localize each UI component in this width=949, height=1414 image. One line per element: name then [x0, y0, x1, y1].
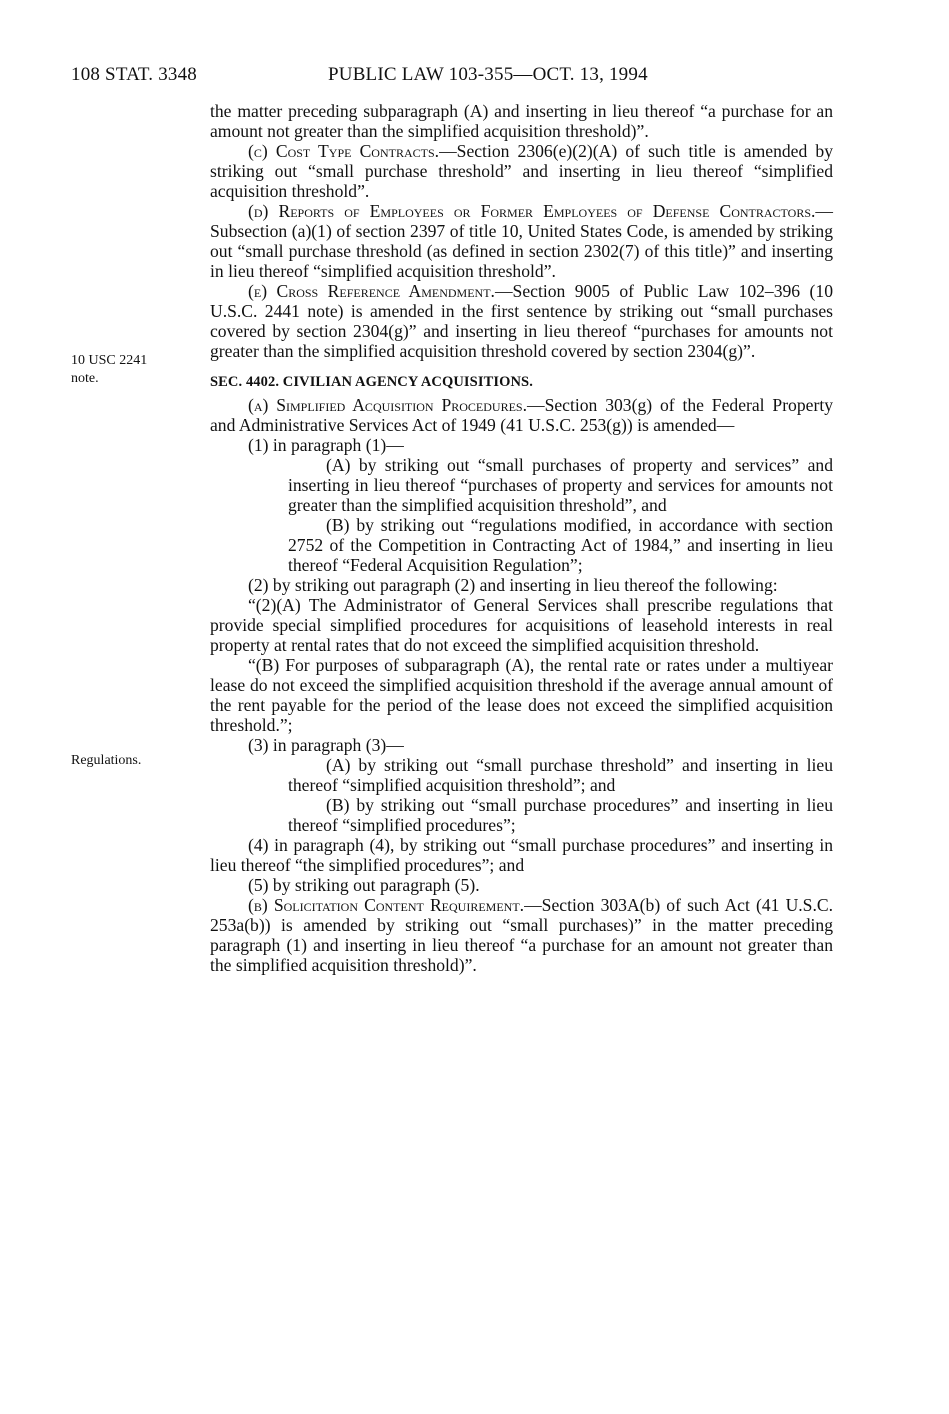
margin-note-regulations: Regulations. — [71, 753, 142, 768]
subsection-d-heading: (d) Reports of Employees or Former Employees of Defense Contractors. — [248, 201, 816, 221]
subsection-e-text: —Section 9005 of Public Law 102–396 (10 U.S.C. 2441 note) is amended in the first sentence by striking out “small purchases covered by section 2304(g)” and inserting in lieu thereof “purchases for amounts not greater than the simplified acquisition threshold covered by section 2304(g)”. — [210, 281, 833, 361]
paragraph-a1: (1) in paragraph (1)— — [248, 435, 404, 455]
subsection-b — [210, 895, 833, 975]
subsection-e-heading: (e) Cross Reference Amendment. — [248, 281, 495, 301]
section-title: SEC. 4402. CIVILIAN AGENCY ACQUISITIONS. — [210, 374, 533, 390]
stat-page-number: 108 STAT. 3348 — [71, 64, 198, 85]
subsection-e — [210, 281, 833, 361]
subsection-c-heading: (c) Cost Type Contracts. — [248, 141, 440, 161]
subparagraph-a1B: (B) by striking out “regulations modified, in accordance with section 2752 of the Competition in Contracting Act of 1984,” and inserting in lieu thereof “Federal Acquisition Regulation”; — [288, 515, 833, 575]
subsection-c — [210, 141, 833, 201]
subparagraph-a1A: (A) by striking out “small purchases of property and services” and inserting in lieu thereof “purchases of property and services for amounts not greater than the simplified acquisition threshold”, and — [288, 455, 833, 515]
subsection-b-text: —Section 303A(b) of such Act (41 U.S.C. 253a(b)) is amended by striking out “small purchases)” in the matter preceding paragraph (1) and inserting in lieu thereof “a purchase for an amount not greater than the simplified acquisition threshold)”. — [210, 895, 833, 975]
paragraph-a2: (2) by striking out paragraph (2) and inserting in lieu thereof the following: — [248, 575, 778, 595]
paragraph-a4: (4) in paragraph (4), by striking out “small purchase procedures” and inserting in lieu thereof “the simplified procedures”; and — [210, 835, 833, 875]
subparagraph-a3B: (B) by striking out “small purchase procedures” and inserting in lieu thereof “simplified procedures”; — [288, 795, 833, 835]
subsection-d-text: —Subsection (a)(1) of section 2397 of title 10, United States Code, is amended by striking out “small purchase threshold (as defined in section 2302(7) of this title)” and inserting in lieu thereof “simplified acquisition threshold”. — [210, 201, 833, 281]
margin-note-usc — [71, 352, 147, 388]
subsection-c-text: —Section 2306(e)(2)(A) of such title is amended by striking out “small purchase threshold” and inserting in lieu thereof “simplified acquisition threshold”. — [210, 141, 833, 201]
subparagraph-a3A: (A) by striking out “small purchase threshold” and inserting in lieu thereof “simplified acquisition threshold”; and — [288, 755, 833, 795]
paragraph-a5: (5) by striking out paragraph (5). — [248, 875, 480, 895]
running-header: PUBLIC LAW 103-355—OCT. 13, 1994 — [328, 64, 648, 85]
quoted-2A: “(2)(A) The Administrator of General Services shall prescribe regulations that provide special simplified procedures for acquisitions of leasehold interests in real property at rental rates that do not exceed the simplified acquisition threshold. — [210, 595, 833, 655]
paragraph-continuation: the matter preceding subparagraph (A) and inserting in lieu thereof “a purchase for an amount not greater than the simplified acquisition threshold)”. — [210, 101, 833, 141]
margin-note-usc-line1: 10 USC 2241 — [71, 353, 148, 368]
subsection-a — [210, 395, 833, 435]
subsection-a-heading: (a) Simplified Acquisition Procedures. — [248, 395, 527, 415]
margin-note-usc-line2: note. — [71, 371, 99, 386]
quoted-B: “(B) For purposes of subparagraph (A), the rental rate or rates under a multiyear lease do not exceed the simplified acquisition threshold if the average annual amount of the rent payable for the period of the lease does not exceed the simplified acquisition threshold.”; — [210, 655, 833, 735]
subsection-d — [210, 201, 833, 281]
paragraph-a3: (3) in paragraph (3)— — [248, 735, 404, 755]
body-text — [210, 101, 833, 975]
subsection-a-text: —Section 303(g) of the Federal Property and Administrative Services Act of 1949 (41 U.S.C. 253(g)) is amended— — [210, 395, 833, 435]
subsection-b-heading: (b) Solicitation Content Requirement. — [248, 895, 525, 915]
